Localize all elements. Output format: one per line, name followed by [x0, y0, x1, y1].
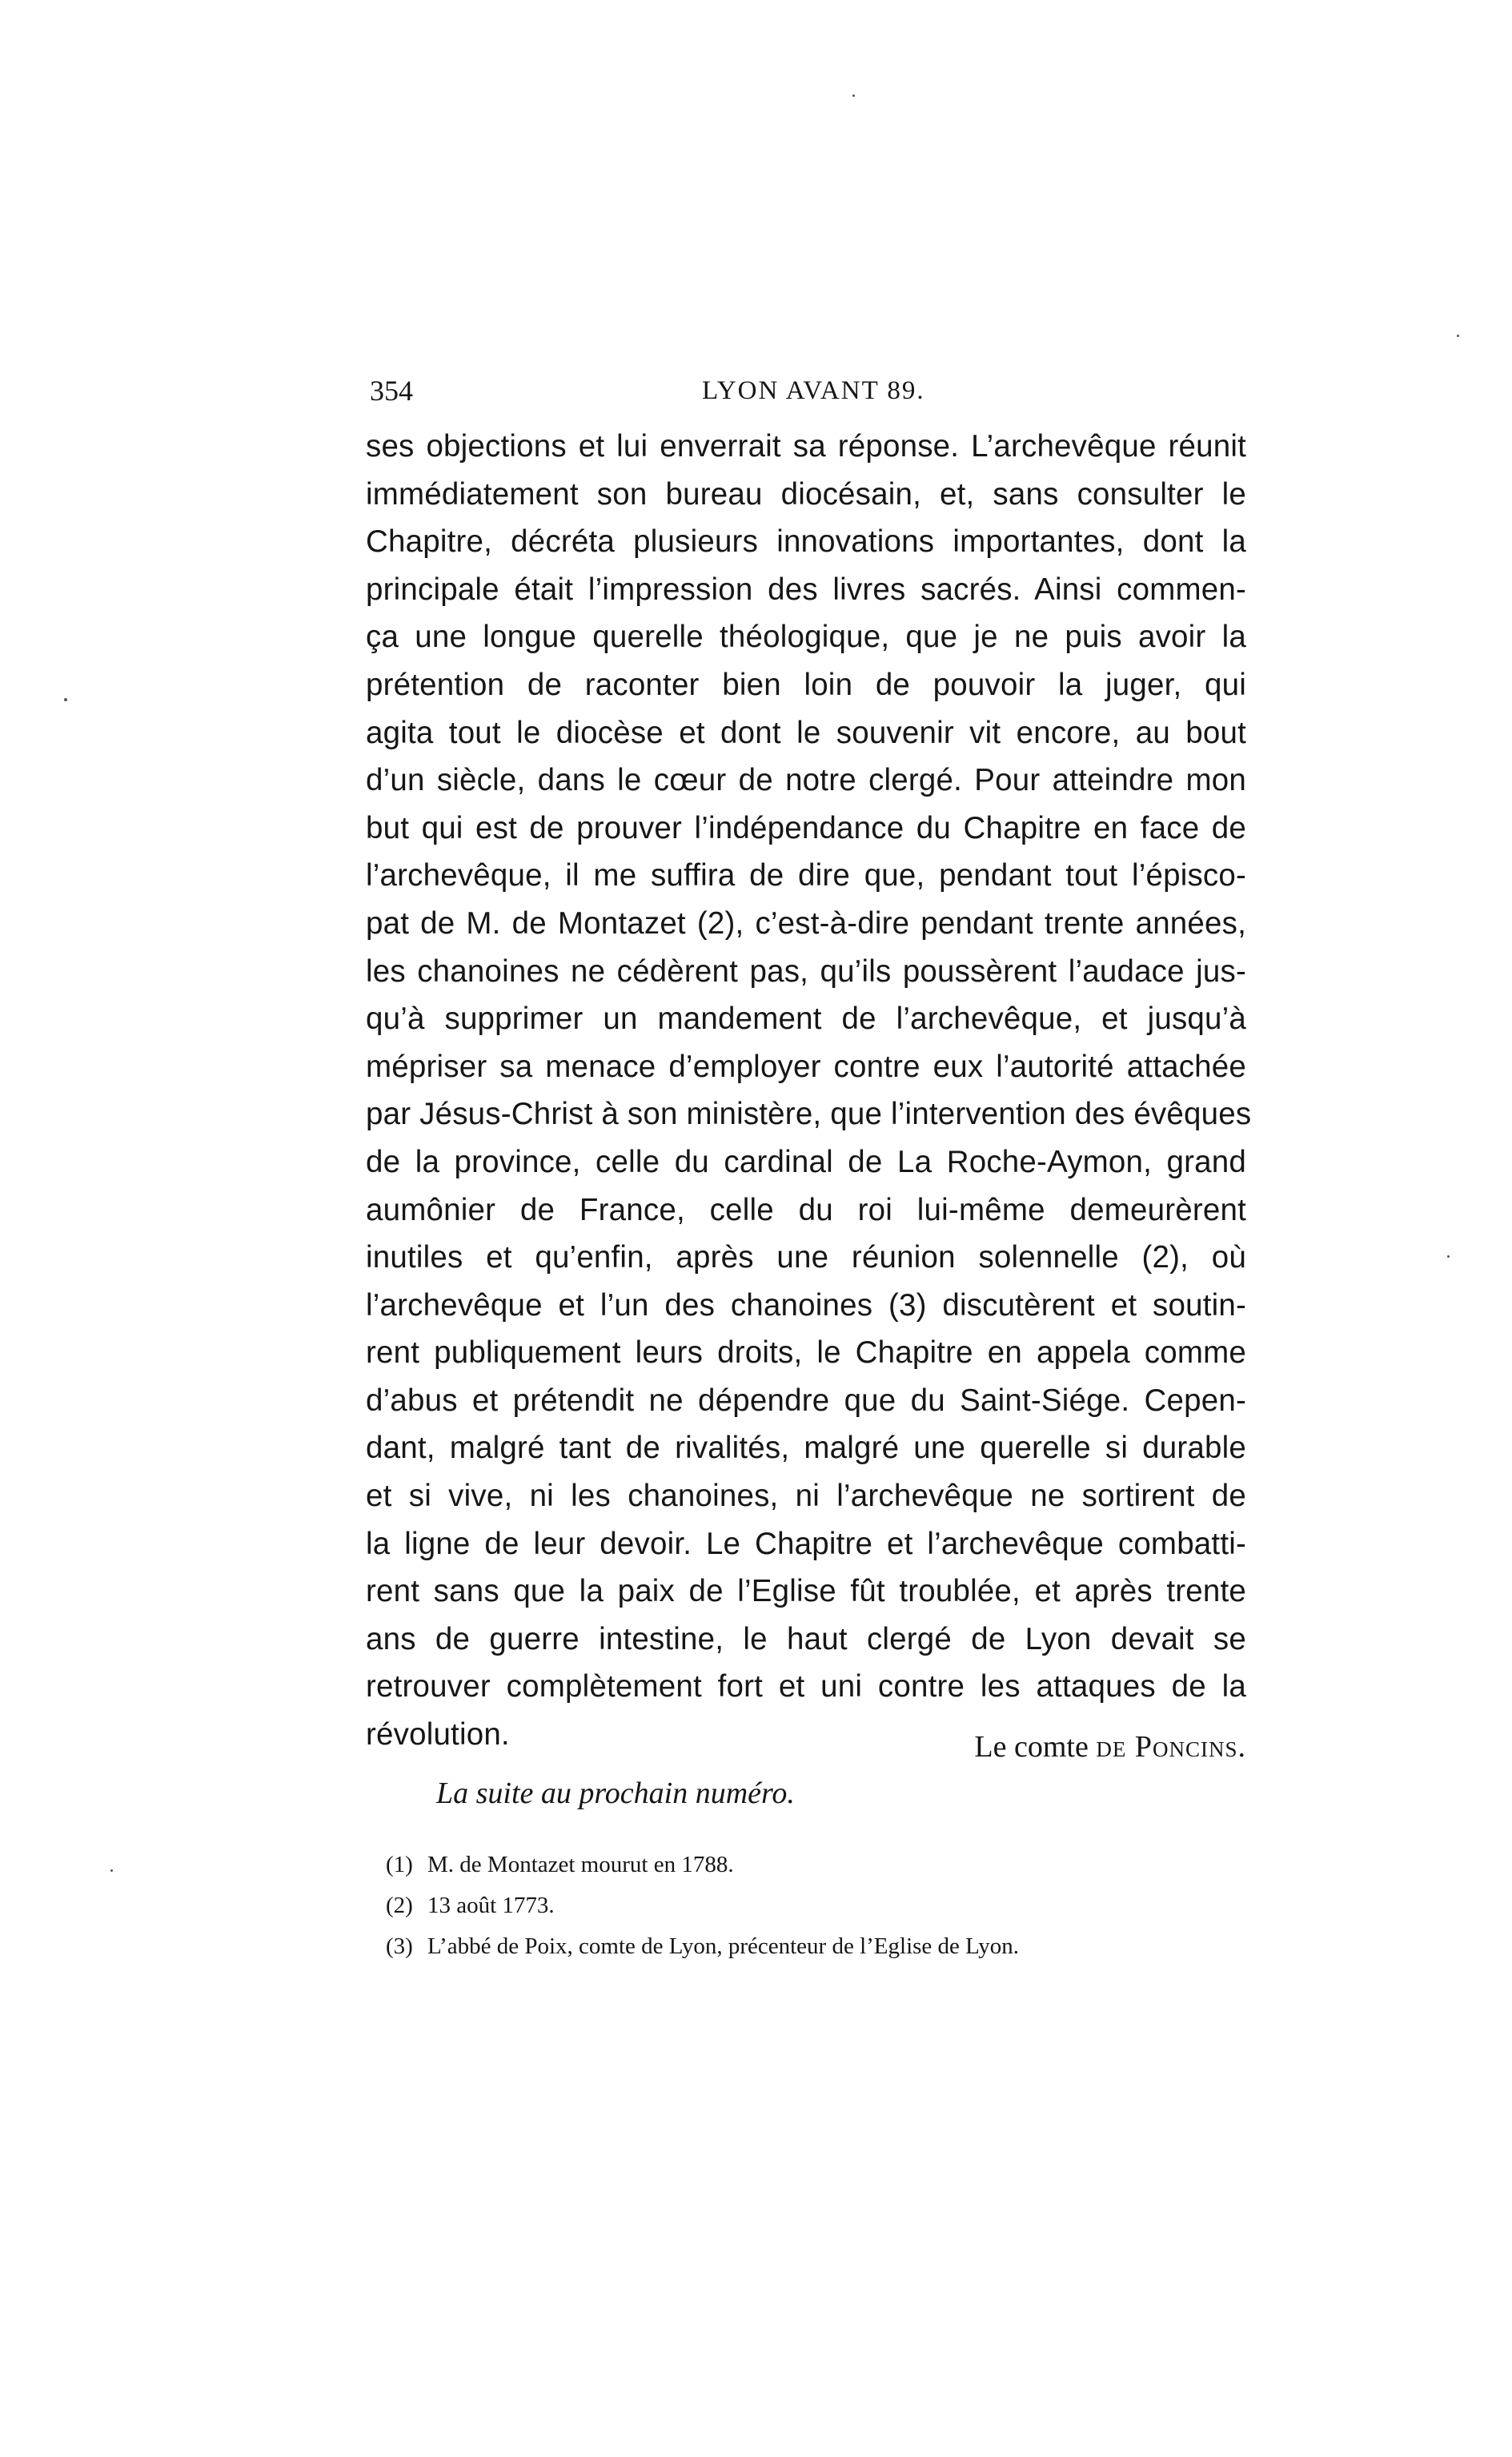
body-paragraph — [366, 423, 1252, 1759]
body-line: ans de guerre intestine, le haut clergé de Lyon devait se — [366, 1621, 1246, 1656]
footnote-text: M. de Montazet mourut en 1788. — [427, 1852, 734, 1877]
body-line: aumônier de France, celle du roi lui-même demeurèrent — [366, 1192, 1246, 1227]
body-line: par Jésus-Christ à son ministère, que l’intervention des évêques — [366, 1097, 1252, 1132]
body-line: pat de M. de Montazet (2), c’est-à-dire pendant trente années, — [366, 905, 1246, 941]
body-line: retrouver complètement fort et uni contre les attaques de la — [366, 1669, 1246, 1704]
body-line: de la province, celle du cardinal de La Roche-Aymon, grand — [366, 1144, 1246, 1179]
signature-prefix: Le comte — [974, 1730, 1097, 1764]
footnote-mark: (2) — [386, 1893, 413, 1918]
footnote — [386, 1845, 1019, 1885]
body-line: rent publiquement leurs droits, le Chapitre en appela comme — [366, 1335, 1246, 1371]
scan-speck — [64, 698, 67, 701]
footnote — [386, 1926, 1019, 1967]
body-line: l’archevêque, il me suffira de dire que, pendant tout l’épisco- — [366, 858, 1246, 893]
body-line: qu’à supprimer un mandement de l’archevêque, et jusqu’à — [366, 1002, 1246, 1037]
body-line: l’archevêque et l’un des chanoines (3) discutèrent et soutin- — [366, 1287, 1246, 1323]
scan-speck — [1457, 335, 1459, 337]
scan-speck — [110, 1869, 113, 1872]
body-line: prétention de raconter bien loin de pouvoir la juger, qui — [366, 667, 1246, 702]
footnote-text: L’abbé de Poix, comte de Lyon, précenteur de l’Eglise de Lyon. — [427, 1933, 1020, 1959]
body-line: d’un siècle, dans le cœur de notre clergé. Pour atteindre mon — [366, 763, 1246, 798]
body-line: Chapitre, décréta plusieurs innovations importantes, dont la — [366, 524, 1246, 560]
continuation-note: La suite au prochain numéro. — [436, 1777, 795, 1810]
body-line: ça une longue querelle théologique, que je ne puis avoir la — [366, 620, 1246, 655]
body-line: principale était l’impression des livres sacrés. Ainsi commen- — [366, 572, 1246, 607]
footnotes — [386, 1845, 1019, 1967]
body-line: mépriser sa menace d’employer contre eux l’autorité attachée — [366, 1049, 1246, 1084]
body-line: dant, malgré tant de rivalités, malgré une querelle si durable — [366, 1431, 1246, 1466]
body-line: la ligne de leur devoir. Le Chapitre et l’archevêque combatti- — [366, 1526, 1246, 1561]
body-line: ses objections et lui enverrait sa réponse. L’archevêque réunit — [366, 429, 1246, 464]
signature-name: de Poncins. — [1096, 1730, 1246, 1764]
scan-speck — [1447, 1255, 1450, 1258]
footnote-text: 13 août 1773. — [427, 1893, 555, 1918]
footnote — [386, 1885, 1019, 1926]
body-line: rent sans que la paix de l’Eglise fût troublée, et après trente — [366, 1574, 1246, 1609]
page-number: 354 — [370, 375, 413, 407]
author-signature — [974, 1723, 1246, 1771]
footnote-mark: (1) — [386, 1852, 413, 1877]
footnote-mark: (3) — [386, 1933, 413, 1959]
body-line: et si vive, ni les chanoines, ni l’archevêque ne sortirent de — [366, 1479, 1246, 1514]
scan-speck — [852, 94, 855, 97]
body-line: but qui est de prouver l’indépendance du Chapitre en face de — [366, 810, 1246, 845]
running-title: LYON AVANT 89. — [702, 376, 925, 405]
body-line: immédiatement son bureau diocésain, et, sans consulter le — [366, 476, 1246, 512]
body-line: révolution. — [366, 1717, 510, 1752]
body-line: les chanoines ne cédèrent pas, qu’ils poussèrent l’audace jus- — [366, 953, 1246, 989]
body-line: inutiles et qu’enfin, après une réunion solennelle (2), où — [366, 1240, 1246, 1275]
body-line: d’abus et prétendit ne dépendre que du Saint-Siége. Cepen- — [366, 1383, 1246, 1418]
page-header — [370, 367, 1246, 415]
body-line: agita tout le diocèse et dont le souvenir vit encore, au bout — [366, 715, 1246, 750]
